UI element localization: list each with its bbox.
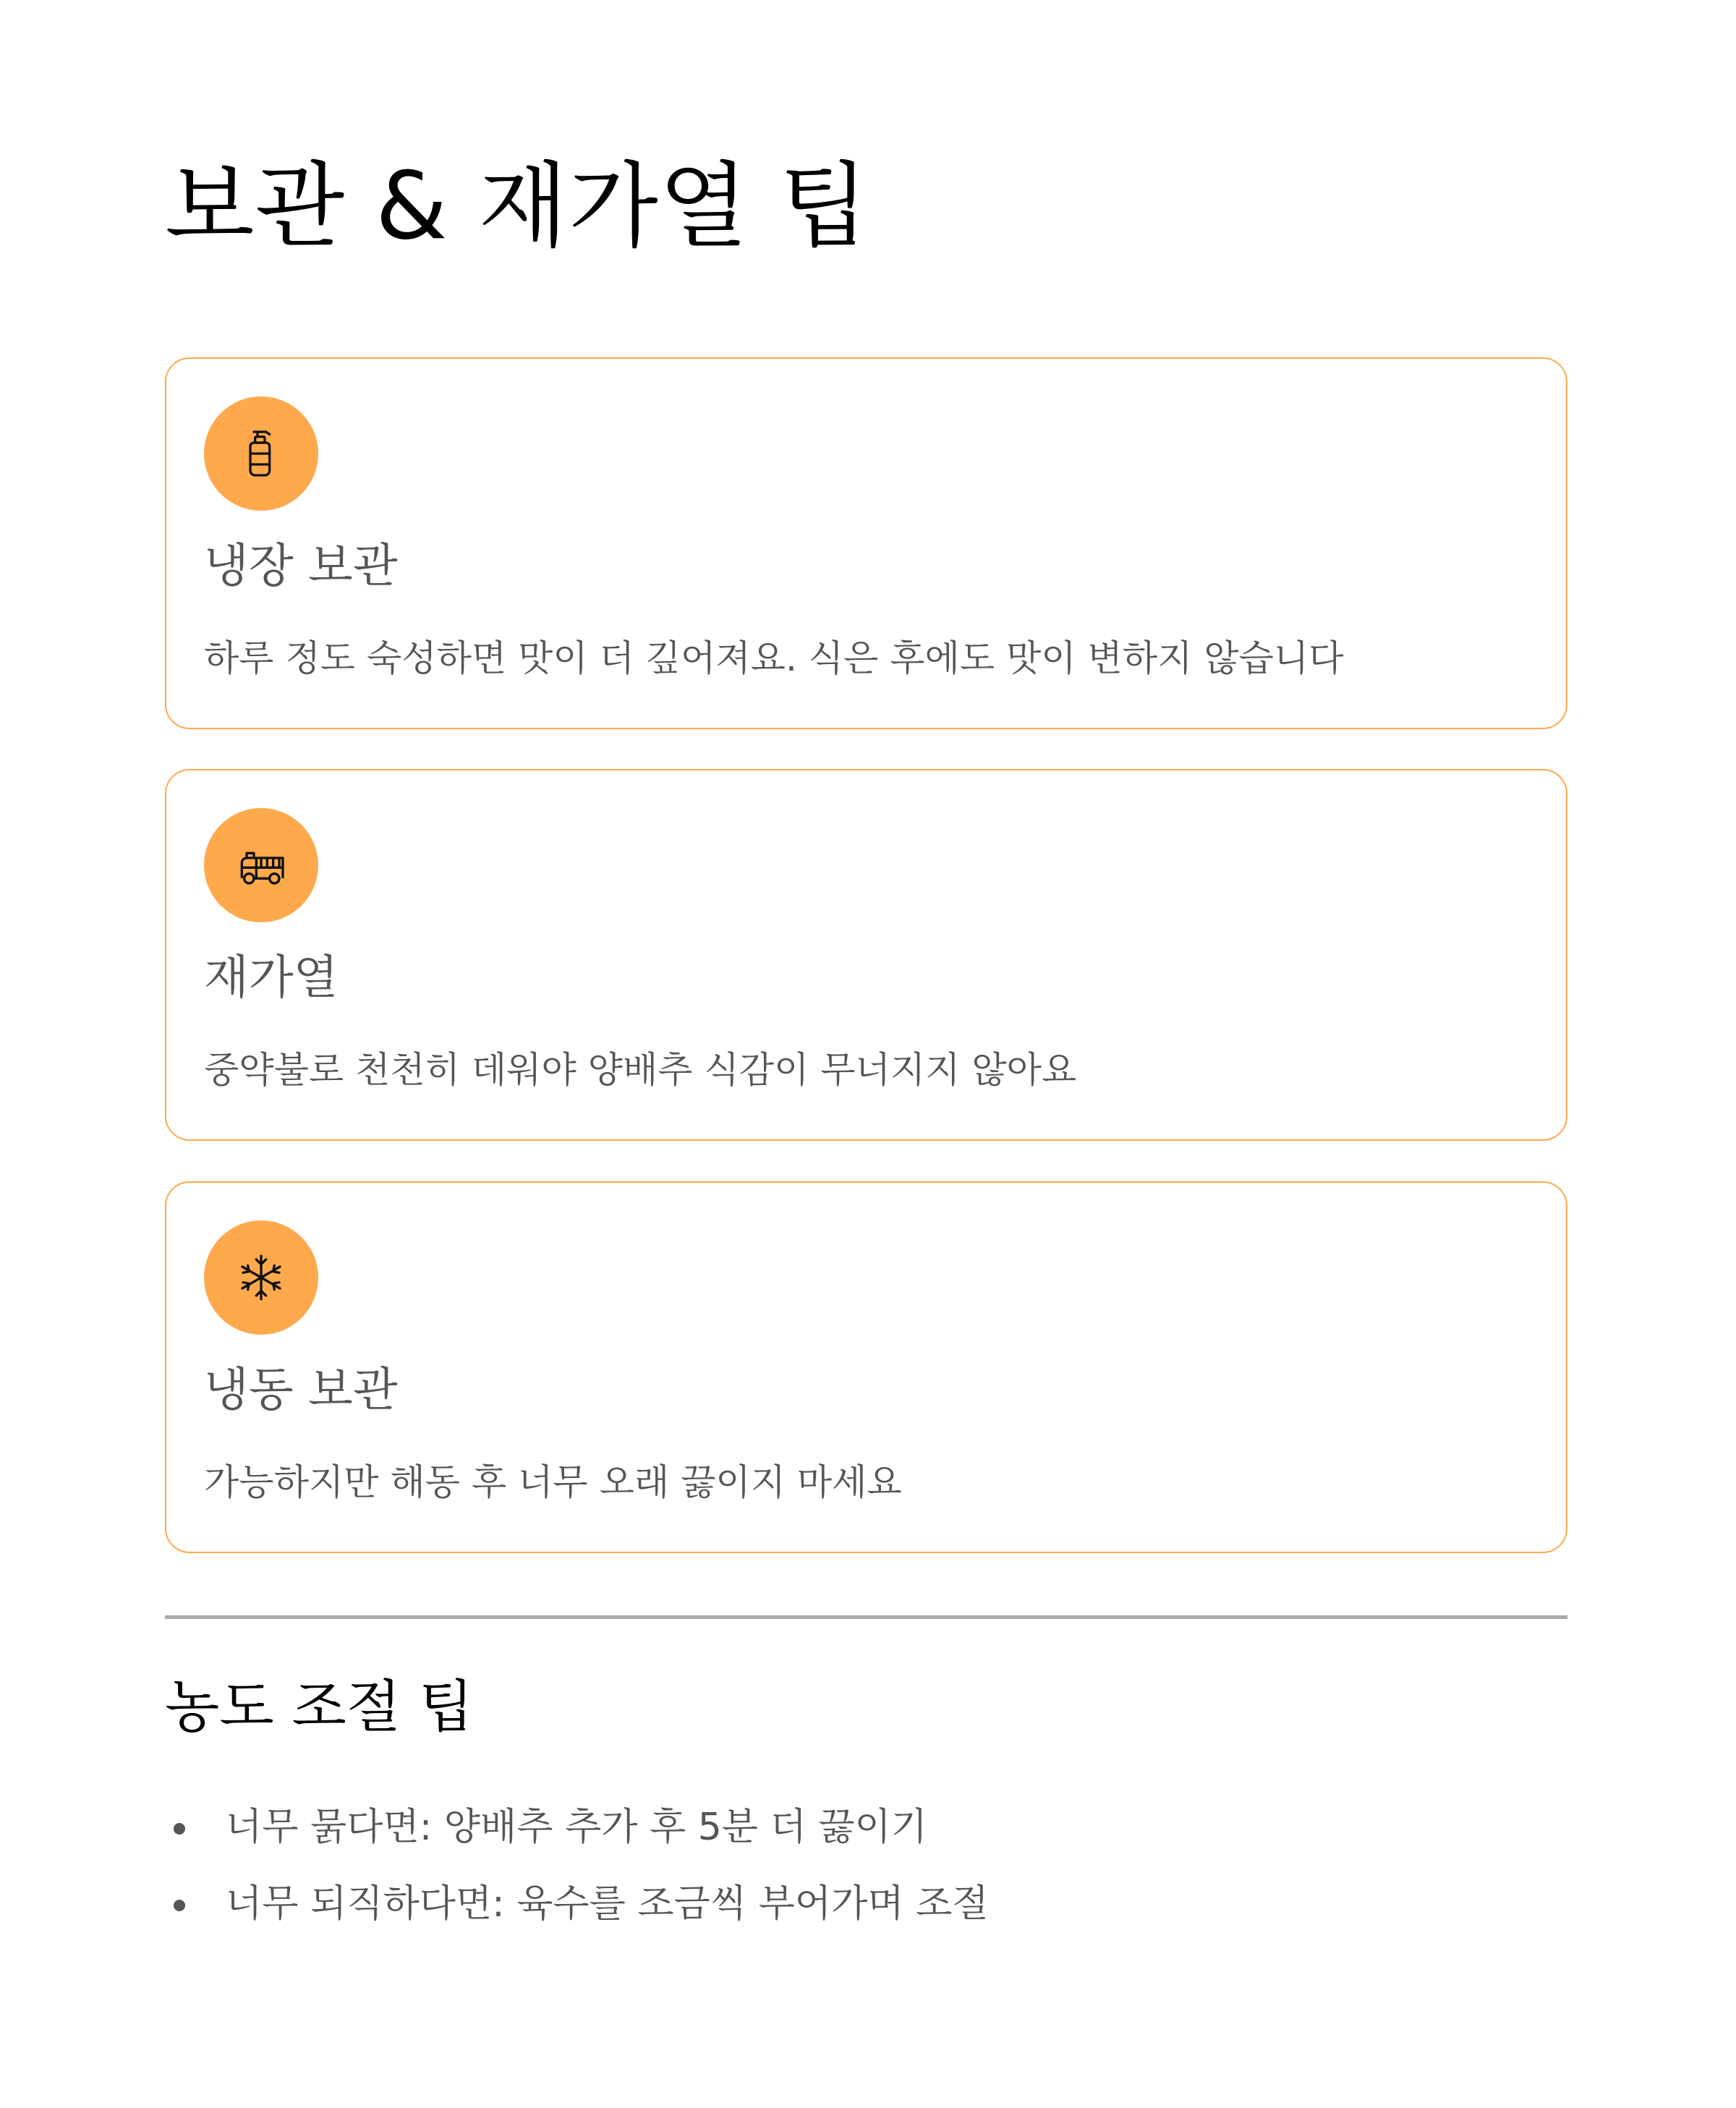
card-title: 냉동 보관: [204, 1364, 398, 1417]
card-description: 가능하지만 해동 후 너무 오래 끓이지 마세요: [204, 1461, 902, 1503]
bullet-icon: [174, 1823, 185, 1835]
card-title: 냉장 보관: [204, 540, 398, 593]
tip-text: 너무 되직하다면: 육수를 조금씩 부어가며 조절: [226, 1882, 989, 1926]
card-title: 재가열: [204, 951, 339, 1005]
bottle-icon: [204, 396, 318, 511]
truck-icon: [204, 808, 318, 922]
list-item: [165, 1882, 989, 1962]
snowflake-icon: [204, 1220, 318, 1335]
tip-card-reheat: [165, 769, 1567, 1141]
section-title: 농도 조절 팁: [165, 1675, 474, 1740]
tip-text: 너무 묽다면: 양배추 추가 후 5분 더 끓이기: [226, 1806, 928, 1849]
section-divider: [165, 1615, 1567, 1619]
page-title: 보관 & 재가열 팁: [165, 153, 869, 260]
tip-card-refrigerate: [165, 357, 1567, 729]
tips-list: [165, 1806, 989, 1962]
card-description: 하루 정도 숙성하면 맛이 더 깊어져요. 식은 후에도 맛이 변하지 않습니다: [204, 637, 1344, 679]
tip-card-freeze: [165, 1181, 1567, 1553]
list-item: [165, 1806, 989, 1885]
bullet-icon: [174, 1900, 185, 1911]
card-description: 중약불로 천천히 데워야 양배추 식감이 무너지지 않아요: [204, 1049, 1077, 1091]
